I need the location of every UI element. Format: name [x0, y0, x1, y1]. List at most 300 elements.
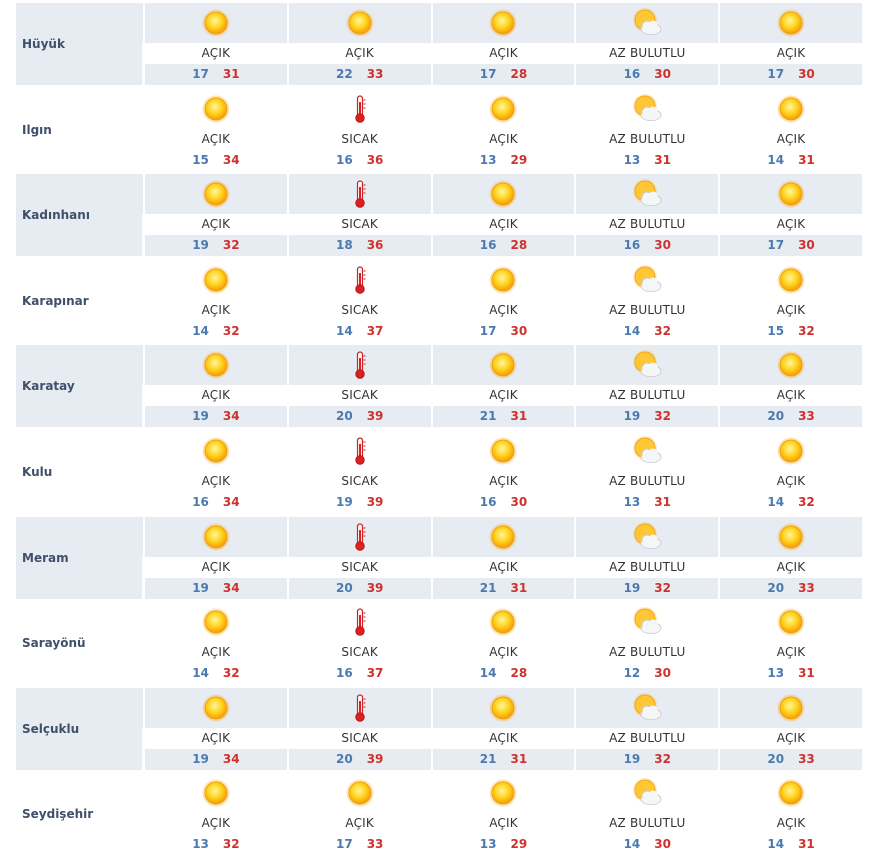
- low-temp: 16: [192, 494, 209, 509]
- sun-icon: [488, 8, 518, 38]
- high-temp: 30: [798, 67, 815, 81]
- temperature-pair: [145, 324, 287, 338]
- city-name[interactable]: Hüyük: [22, 37, 65, 51]
- sun-icon: [488, 94, 518, 124]
- sun-icon: [201, 693, 231, 723]
- low-temp: 18: [335, 238, 353, 253]
- condition-label: AÇIK: [201, 730, 231, 745]
- day-cell: [287, 514, 431, 599]
- low-temp: 17: [767, 238, 785, 253]
- condition-label: AÇIK: [201, 559, 231, 574]
- condition-label: AÇIK: [201, 131, 231, 146]
- condition-label: AÇIK: [201, 217, 231, 232]
- day-cells: [143, 257, 862, 342]
- high-temp: 39: [366, 751, 384, 766]
- temperature-pair: [433, 666, 575, 680]
- day-cell: [287, 428, 431, 513]
- day-cell: [431, 514, 575, 599]
- low-temp: 20: [767, 751, 785, 766]
- condition-label: AZ BULUTLU: [609, 645, 686, 660]
- high-temp: 36: [366, 238, 384, 253]
- day-cell: [574, 0, 718, 85]
- day-cell: [143, 342, 287, 427]
- forecast-row: [16, 171, 862, 257]
- day-cells: [143, 514, 862, 599]
- sun-icon: [776, 350, 806, 380]
- high-temp: 31: [798, 837, 815, 852]
- condition-label: AÇIK: [489, 131, 518, 146]
- temperature-pair: [145, 238, 287, 252]
- temperature-pair: [433, 67, 575, 81]
- high-temp: 34: [222, 580, 240, 595]
- low-temp: 19: [623, 580, 641, 595]
- day-cell: [574, 770, 718, 855]
- sun-icon: [776, 265, 806, 295]
- low-temp: 14: [767, 494, 785, 509]
- day-cell: [718, 257, 862, 342]
- city-name[interactable]: Ilgın: [22, 122, 52, 137]
- day-cell: [718, 0, 862, 85]
- high-temp: 31: [798, 152, 815, 167]
- temperature-pair: [145, 67, 287, 81]
- condition-label: AÇIK: [776, 388, 806, 403]
- sun-icon: [776, 522, 806, 552]
- temperature-pair: [145, 409, 287, 423]
- sun-icon: [201, 436, 231, 466]
- temperature-pair: [720, 324, 862, 338]
- temperature-pair: [720, 153, 862, 167]
- day-cell: [287, 770, 431, 855]
- temperature-pair: [289, 581, 431, 595]
- city-name[interactable]: Selçuklu: [22, 721, 80, 736]
- day-cell: [287, 342, 431, 427]
- low-temp: 12: [623, 666, 641, 681]
- day-cell: [287, 0, 431, 85]
- temperature-pair: [289, 67, 431, 81]
- forecast-row: [16, 770, 862, 856]
- partly-cloudy-icon: [632, 179, 662, 209]
- low-temp: 17: [767, 67, 785, 81]
- high-temp: 29: [510, 152, 528, 167]
- low-temp: 13: [192, 837, 209, 852]
- high-temp: 34: [222, 152, 240, 167]
- low-temp: 13: [623, 152, 641, 167]
- low-temp: 16: [623, 67, 641, 81]
- condition-label: AÇIK: [201, 388, 231, 403]
- low-temp: 17: [192, 67, 209, 81]
- sun-icon: [776, 436, 806, 466]
- day-cell: [143, 171, 287, 256]
- high-temp: 32: [798, 323, 815, 338]
- sun-icon: [776, 693, 806, 723]
- low-temp: 17: [479, 67, 497, 81]
- temperature-pair: [145, 666, 287, 680]
- condition-label: AÇIK: [201, 473, 231, 488]
- low-temp: 14: [767, 837, 785, 852]
- day-cells: [143, 171, 862, 256]
- high-temp: 36: [366, 152, 384, 167]
- city-cell: [16, 3, 142, 85]
- sun-icon: [776, 94, 806, 124]
- high-temp: 32: [222, 323, 240, 338]
- temperature-pair: [433, 324, 575, 338]
- day-cell: [143, 599, 287, 684]
- low-temp: 13: [623, 494, 641, 509]
- low-temp: 20: [335, 751, 353, 766]
- condition-label: SICAK: [341, 131, 378, 146]
- temperature-pair: [433, 409, 575, 423]
- condition-label: AÇIK: [489, 645, 518, 660]
- low-temp: 16: [623, 238, 641, 253]
- temperature-pair: [145, 837, 287, 851]
- day-cell: [143, 0, 287, 85]
- sun-icon: [488, 265, 518, 295]
- day-cell: [574, 342, 718, 427]
- day-cell: [574, 685, 718, 770]
- high-temp: 34: [222, 494, 240, 509]
- low-temp: 16: [479, 238, 497, 253]
- partly-cloudy-icon: [632, 778, 662, 808]
- condition-label: AÇIK: [776, 645, 806, 660]
- day-cell: [143, 514, 287, 599]
- condition-label: AÇIK: [489, 730, 518, 745]
- sun-icon: [201, 350, 231, 380]
- low-temp: 14: [623, 837, 641, 852]
- day-cell: [287, 257, 431, 342]
- temperature-pair: [433, 581, 575, 595]
- city-cell: [16, 345, 142, 427]
- low-temp: 21: [479, 409, 497, 424]
- day-cell: [287, 171, 431, 256]
- temperature-pair: [145, 495, 287, 509]
- temperature-pair: [433, 495, 575, 509]
- condition-label: SICAK: [341, 473, 378, 488]
- high-temp: 32: [222, 837, 240, 852]
- temperature-pair: [576, 153, 718, 167]
- day-cell: [718, 171, 862, 256]
- day-cell: [574, 599, 718, 684]
- low-temp: 20: [767, 409, 785, 424]
- condition-label: AÇIK: [776, 46, 806, 60]
- high-temp: 31: [654, 152, 671, 167]
- high-temp: 31: [510, 580, 528, 595]
- forecast-row: [16, 86, 862, 172]
- condition-label: AZ BULUTLU: [609, 302, 686, 317]
- high-temp: 39: [366, 409, 384, 424]
- city-cell: [16, 174, 142, 256]
- city-cell: [16, 688, 142, 770]
- high-temp: 29: [510, 837, 528, 852]
- sun-icon: [488, 350, 518, 380]
- high-temp: 28: [510, 666, 528, 681]
- city-name[interactable]: Karatay: [22, 379, 75, 394]
- sun-icon: [488, 522, 518, 552]
- sun-icon: [488, 693, 518, 723]
- high-temp: 28: [510, 67, 528, 81]
- day-cell: [718, 342, 862, 427]
- sun-icon: [345, 8, 375, 38]
- high-temp: 33: [366, 67, 384, 81]
- day-cell: [718, 599, 862, 684]
- low-temp: 20: [335, 580, 353, 595]
- high-temp: 31: [654, 494, 671, 509]
- low-temp: 15: [192, 152, 209, 167]
- partly-cloudy-icon: [632, 607, 662, 637]
- low-temp: 14: [479, 666, 497, 681]
- day-cell: [718, 685, 862, 770]
- condition-label: AÇIK: [201, 645, 231, 660]
- day-cell: [718, 428, 862, 513]
- partly-cloudy-icon: [632, 436, 662, 466]
- high-temp: 30: [798, 238, 815, 253]
- day-cell: [431, 599, 575, 684]
- high-temp: 32: [222, 666, 240, 681]
- low-temp: 13: [479, 837, 497, 852]
- city-cell: [16, 517, 142, 599]
- temperature-pair: [720, 409, 862, 423]
- condition-label: AÇIK: [489, 473, 518, 488]
- condition-label: SICAK: [341, 217, 378, 232]
- temperature-pair: [576, 495, 718, 509]
- city-cell: [16, 773, 142, 855]
- city-name[interactable]: Kulu: [22, 464, 53, 479]
- temperature-pair: [720, 67, 862, 81]
- high-temp: 30: [654, 666, 671, 681]
- high-temp: 32: [654, 409, 671, 424]
- temperature-pair: [576, 666, 718, 680]
- temperature-pair: [289, 666, 431, 680]
- day-cell: [287, 599, 431, 684]
- partly-cloudy-icon: [632, 265, 662, 295]
- condition-label: AZ BULUTLU: [609, 730, 686, 745]
- condition-label: AÇIK: [776, 473, 806, 488]
- day-cell: [287, 86, 431, 171]
- high-temp: 39: [366, 494, 384, 509]
- sun-icon: [201, 8, 231, 38]
- day-cell: [143, 770, 287, 855]
- forecast-row: [16, 342, 862, 428]
- day-cell: [431, 257, 575, 342]
- low-temp: 19: [623, 409, 641, 424]
- day-cell: [574, 428, 718, 513]
- condition-label: AZ BULUTLU: [609, 131, 686, 146]
- sun-icon: [488, 607, 518, 637]
- low-temp: 19: [192, 580, 209, 595]
- high-temp: 33: [366, 837, 384, 852]
- temperature-pair: [145, 752, 287, 766]
- temperature-pair: [720, 581, 862, 595]
- day-cells: [143, 599, 862, 684]
- condition-label: SICAK: [341, 559, 378, 574]
- thermometer-icon: [345, 179, 375, 209]
- low-temp: 14: [192, 323, 209, 338]
- low-temp: 14: [623, 323, 641, 338]
- forecast-row: [16, 0, 862, 86]
- partly-cloudy-icon: [632, 350, 662, 380]
- partly-cloudy-icon: [632, 522, 662, 552]
- high-temp: 31: [798, 666, 815, 681]
- low-temp: 14: [767, 152, 785, 167]
- sun-icon: [488, 179, 518, 209]
- low-temp: 15: [767, 323, 785, 338]
- low-temp: 19: [623, 751, 641, 766]
- condition-label: AÇIK: [776, 131, 806, 146]
- day-cells: [143, 86, 862, 171]
- low-temp: 21: [479, 751, 497, 766]
- high-temp: 31: [510, 409, 528, 424]
- high-temp: 30: [654, 238, 671, 253]
- sun-icon: [201, 265, 231, 295]
- temperature-pair: [720, 666, 862, 680]
- condition-label: AÇIK: [201, 816, 231, 831]
- temperature-pair: [720, 837, 862, 851]
- low-temp: 13: [479, 152, 497, 167]
- temperature-pair: [145, 153, 287, 167]
- high-temp: 32: [654, 323, 671, 338]
- condition-label: AZ BULUTLU: [609, 473, 686, 488]
- condition-label: AÇIK: [776, 730, 806, 745]
- high-temp: 32: [654, 580, 671, 595]
- high-temp: 32: [222, 238, 240, 253]
- condition-label: AZ BULUTLU: [609, 217, 686, 232]
- condition-label: AÇIK: [345, 46, 374, 60]
- high-temp: 32: [798, 494, 815, 509]
- low-temp: 16: [335, 152, 353, 167]
- thermometer-icon: [345, 522, 375, 552]
- day-cell: [718, 86, 862, 171]
- low-temp: 14: [335, 323, 353, 338]
- temperature-pair: [576, 409, 718, 423]
- temperature-pair: [433, 752, 575, 766]
- day-cell: [143, 257, 287, 342]
- high-temp: 30: [510, 494, 528, 509]
- condition-label: SICAK: [341, 645, 378, 660]
- high-temp: 28: [510, 238, 528, 253]
- day-cell: [574, 514, 718, 599]
- high-temp: 39: [366, 580, 384, 595]
- high-temp: 30: [510, 323, 528, 338]
- low-temp: 20: [335, 409, 353, 424]
- temperature-pair: [145, 581, 287, 595]
- day-cells: [143, 0, 862, 85]
- thermometer-icon: [345, 693, 375, 723]
- condition-label: AÇIK: [345, 816, 374, 831]
- temperature-pair: [720, 495, 862, 509]
- condition-label: AÇIK: [201, 302, 231, 317]
- sun-icon: [488, 436, 518, 466]
- sun-icon: [201, 778, 231, 808]
- temperature-pair: [289, 324, 431, 338]
- temperature-pair: [576, 752, 718, 766]
- day-cell: [718, 514, 862, 599]
- low-temp: 19: [192, 409, 209, 424]
- high-temp: 37: [366, 666, 384, 681]
- high-temp: 33: [798, 409, 815, 424]
- thermometer-icon: [345, 350, 375, 380]
- day-cell: [143, 428, 287, 513]
- sun-icon: [345, 778, 375, 808]
- low-temp: 21: [479, 580, 497, 595]
- day-cell: [431, 685, 575, 770]
- low-temp: 19: [335, 494, 353, 509]
- sun-icon: [201, 607, 231, 637]
- city-name[interactable]: Meram: [22, 550, 69, 565]
- condition-label: SICAK: [341, 388, 378, 403]
- high-temp: 32: [654, 751, 671, 766]
- day-cell: [574, 257, 718, 342]
- temperature-pair: [289, 837, 431, 851]
- temperature-pair: [720, 752, 862, 766]
- high-temp: 30: [654, 67, 671, 81]
- city-name[interactable]: Karapınar: [22, 293, 89, 308]
- forecast-row: [16, 685, 862, 771]
- city-name[interactable]: Seydişehir: [22, 807, 94, 822]
- condition-label: AÇIK: [489, 816, 518, 831]
- day-cell: [431, 342, 575, 427]
- condition-label: AÇIK: [489, 388, 518, 403]
- condition-label: AÇIK: [776, 559, 806, 574]
- condition-label: AZ BULUTLU: [609, 559, 686, 574]
- low-temp: 19: [192, 238, 209, 253]
- city-cell: [16, 602, 142, 684]
- temperature-pair: [289, 495, 431, 509]
- high-temp: 31: [510, 751, 528, 766]
- temperature-pair: [433, 837, 575, 851]
- forecast-row: [16, 257, 862, 343]
- city-name[interactable]: Sarayönü: [22, 636, 86, 651]
- partly-cloudy-icon: [632, 8, 662, 38]
- thermometer-icon: [345, 436, 375, 466]
- temperature-pair: [289, 409, 431, 423]
- high-temp: 37: [366, 323, 384, 338]
- temperature-pair: [576, 837, 718, 851]
- condition-label: AÇIK: [489, 46, 518, 60]
- temperature-pair: [289, 153, 431, 167]
- temperature-pair: [576, 324, 718, 338]
- condition-label: SICAK: [341, 302, 378, 317]
- sun-icon: [201, 522, 231, 552]
- high-temp: 34: [222, 409, 240, 424]
- city-cell: [16, 89, 142, 171]
- condition-label: AÇIK: [489, 559, 518, 574]
- day-cell: [718, 770, 862, 855]
- temperature-pair: [576, 581, 718, 595]
- city-cell: [16, 431, 142, 513]
- condition-label: AZ BULUTLU: [609, 816, 686, 831]
- day-cells: [143, 770, 862, 855]
- sun-icon: [776, 778, 806, 808]
- day-cells: [143, 428, 862, 513]
- condition-label: AÇIK: [776, 302, 806, 317]
- thermometer-icon: [345, 607, 375, 637]
- day-cell: [574, 171, 718, 256]
- temperature-pair: [433, 238, 575, 252]
- temperature-pair: [289, 752, 431, 766]
- day-cells: [143, 685, 862, 770]
- forecast-table: [16, 0, 862, 856]
- low-temp: 16: [479, 494, 497, 509]
- condition-label: AZ BULUTLU: [609, 388, 686, 403]
- high-temp: 30: [654, 837, 671, 852]
- condition-label: AÇIK: [201, 46, 231, 60]
- temperature-pair: [720, 238, 862, 252]
- sun-icon: [776, 607, 806, 637]
- low-temp: 16: [335, 666, 353, 681]
- thermometer-icon: [345, 265, 375, 295]
- forecast-row: [16, 514, 862, 600]
- city-name[interactable]: Kadınhanı: [22, 208, 90, 223]
- high-temp: 34: [222, 751, 240, 766]
